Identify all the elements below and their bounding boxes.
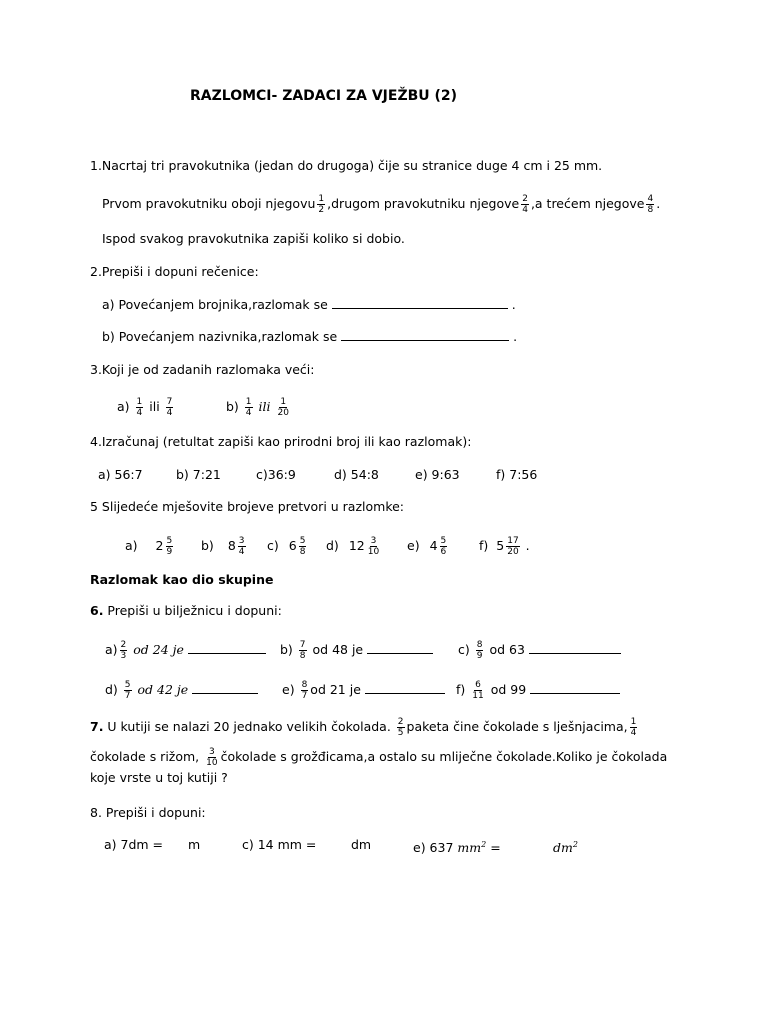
fraction: $\frac{7}{8}$ (299, 640, 306, 661)
task3-b: b) $\frac{1}{4}$ ili $\frac{1}{20}$ (226, 397, 289, 418)
task5-item: a) 2 $\frac{5}{9}$ (125, 536, 173, 557)
task6-e: e) $\frac{8}{7}$ od 21 je (282, 680, 445, 701)
page-title: RAZLOMCI- ZADACI ZA VJEŽBU (2) (190, 88, 458, 104)
task5-heading: 5 Slijedeće mješovite brojeve pretvori u razlomke: (90, 499, 405, 514)
answer-blank (192, 682, 258, 694)
answer-blank (367, 642, 433, 654)
task2-b: b) Povećanjem nazivnika,razlomak se . (102, 329, 518, 344)
fraction: $\frac{3}{10}$ (367, 536, 380, 557)
fraction: $\frac{8}{9}$ (476, 640, 483, 661)
task4-item: d) 54:8 (334, 467, 379, 482)
task2-a: a) Povećanjem brojnika,razlomak se . (102, 297, 516, 312)
task5-item: b) 8 $\frac{3}{4}$ (201, 536, 245, 557)
answer-blank (332, 297, 508, 309)
task8-c: c) 14 mm = (242, 837, 317, 852)
fraction: $\frac{5}{8}$ (299, 536, 306, 557)
fraction: $\frac{1}{4}$ (630, 717, 637, 738)
task6-a: a) $\frac{2}{3}$ od 24 je (105, 640, 266, 661)
task6-f: f) $\frac{6}{11}$ od 99 (456, 680, 620, 701)
task7-line2: čokolade s rižom, $\frac{3}{10}$ čokolade s grožđicama,a ostalo su mliječne čokolade.Koliko je čokolada (90, 747, 668, 768)
fraction: $\frac{4}{8}$ (647, 194, 654, 215)
task8-heading: 8. Prepiši i dopuni: (90, 805, 206, 820)
fraction: $\frac{5}{9}$ (166, 536, 173, 557)
fraction: $\frac{1}{20}$ (277, 397, 289, 418)
answer-blank (365, 682, 445, 694)
fraction: $\frac{1}{4}$ (245, 397, 252, 418)
task1-line3: Ispod svakog pravokutnika zapiši koliko si dobio. (102, 231, 405, 246)
task8-c-unit: dm (351, 837, 372, 852)
fraction: $\frac{17}{20}$ (507, 536, 519, 557)
section-title: Razlomak kao dio skupine (90, 572, 274, 587)
fraction: $\frac{5}{7}$ (124, 680, 131, 701)
task8-e-unit: $dm^2$ (553, 840, 578, 856)
fraction: $\frac{8}{7}$ (301, 680, 308, 701)
task4-item: e) 9:63 (415, 467, 460, 482)
fraction: $\frac{5}{6}$ (440, 536, 447, 557)
task1-line1: 1.Nacrtaj tri pravokutnika (jedan do drugoga) čije su stranice duge 4 cm i 25 mm. (90, 158, 603, 173)
fraction: $\frac{3}{4}$ (238, 536, 245, 557)
task7-line3: koje vrste u toj kutiji ? (90, 770, 228, 785)
task4-item: f) 7:56 (496, 467, 538, 482)
task3-heading: 3.Koji je od zadanih razlomaka veći: (90, 362, 315, 377)
task8-e: e) 637 $mm^2$ = (413, 840, 501, 856)
fraction: $\frac{2}{4}$ (522, 194, 528, 215)
task7-line1: 7. U kutiji se nalazi 20 jednako velikih čokolada. $\frac{2}{5}$ paketa čine čokolade s lješnjacima, $\frac{1}{4}$ (90, 717, 637, 738)
fraction: $\frac{6}{11}$ (472, 680, 484, 701)
task5-item: d) 12 $\frac{3}{10}$ (326, 536, 380, 557)
fraction: $\frac{7}{4}$ (166, 397, 173, 418)
task5-item: c) 6 $\frac{5}{8}$ (267, 536, 306, 557)
task6-b: b) $\frac{7}{8}$ od 48 je (280, 640, 433, 661)
fraction: $\frac{1}{4}$ (136, 397, 143, 418)
task4-item: c)36:9 (256, 467, 296, 482)
task1-line2-text-b: ,drugom pravokutniku njegove (327, 196, 520, 211)
task4-heading: 4.Izračunaj (retultat zapiši kao prirodni broj ili kao razlomak): (90, 434, 472, 449)
answer-blank (341, 329, 509, 341)
task8-a-unit: m (188, 837, 201, 852)
answer-blank (530, 682, 620, 694)
fraction: $\frac{1}{2}$ (318, 194, 325, 215)
answer-blank (188, 642, 266, 654)
task6-heading: 6. Prepiši u bilježnicu i dopuni: (90, 603, 282, 618)
task6-d: d) $\frac{5}{7}$ od 42 je (105, 680, 258, 701)
task1-line2-text-c: ,a trećem njegove (530, 196, 645, 211)
task5-item: f) 5 $\frac{17}{20}$ . (479, 536, 530, 557)
task6-c: c) $\frac{8}{9}$ od 63 (458, 640, 621, 661)
task1-line2: Prvom pravokutniku oboji njegovu $\frac{1}{2}$ ,drugom pravokutniku njegove $\frac{2}{4}$ ,a trećem njegove $\frac{4}{8}$ . (102, 194, 661, 215)
task4-item: a) 56:7 (98, 467, 143, 482)
fraction: $\frac{2}{3}$ (120, 640, 127, 661)
fraction: $\frac{2}{5}$ (397, 717, 404, 738)
fraction: $\frac{3}{10}$ (206, 747, 218, 768)
task5-item: e) 4 $\frac{5}{6}$ (407, 536, 447, 557)
task3-a: a) $\frac{1}{4}$ ili $\frac{7}{4}$ (117, 397, 173, 418)
task8-a: a) 7dm = (104, 837, 164, 852)
task1-line2-text-a: Prvom pravokutniku oboji njegovu (102, 196, 316, 211)
answer-blank (529, 642, 621, 654)
task2-heading: 2.Prepiši i dopuni rečenice: (90, 264, 259, 279)
task4-item: b) 7:21 (176, 467, 221, 482)
